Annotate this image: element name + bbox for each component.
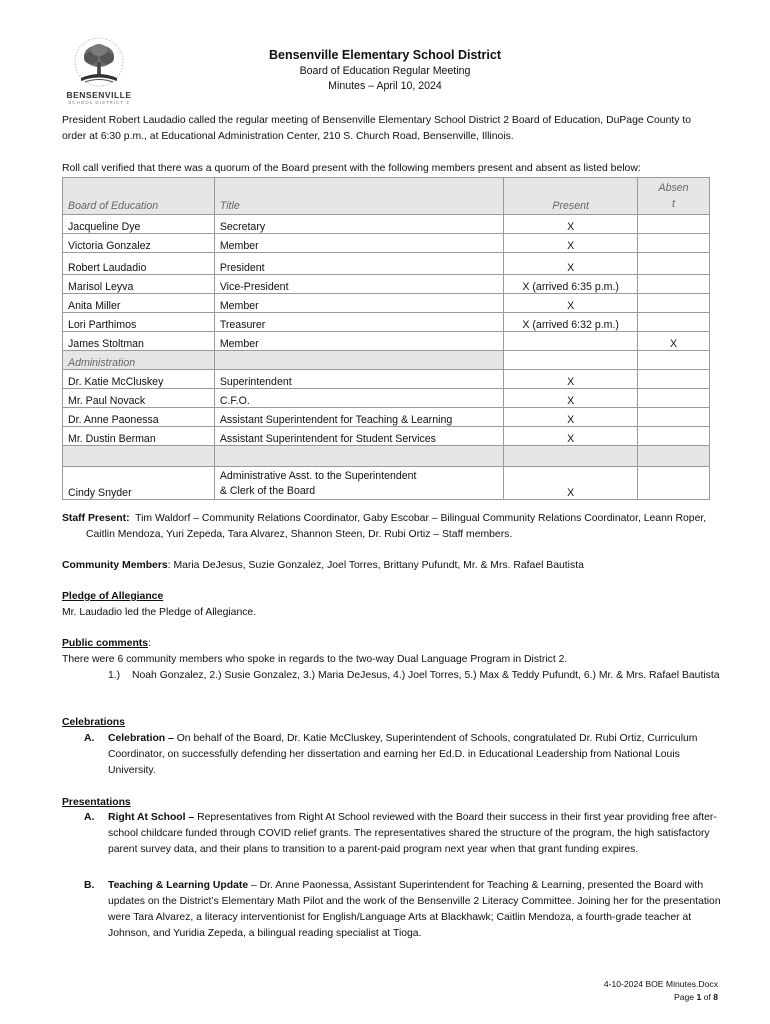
administration-header-row	[63, 351, 710, 370]
attendance-table	[62, 177, 710, 500]
presentation-title: Right At School –	[108, 812, 195, 823]
member-name: Marisol Leyva	[63, 275, 215, 294]
member-present: X	[504, 215, 638, 234]
member-name: Anita Miller	[63, 294, 215, 313]
list-marker: A.	[84, 812, 95, 823]
logo-name: BENSENVILLE	[66, 90, 132, 100]
district-title: Bensenville Elementary School District	[268, 48, 502, 62]
table-row	[63, 389, 710, 408]
admin-title: Superintendent	[214, 370, 503, 389]
admin-absent	[638, 389, 710, 408]
list-marker: 1.)	[108, 670, 121, 681]
celebrations-heading-block	[62, 715, 712, 731]
footer-page-word: Page	[674, 992, 697, 1002]
member-present: X (arrived 6:32 p.m.)	[504, 313, 638, 332]
page-footer	[604, 978, 718, 1004]
presentation-item	[84, 810, 726, 858]
roll-call-text: Roll call verified that there was a quorum of the Board present with the following members present and absent as listed below:	[62, 163, 641, 174]
admin-name: Mr. Paul Novack	[63, 389, 215, 408]
admin-name: Dr. Anne Paonessa	[63, 408, 215, 427]
admin-present: X	[504, 370, 638, 389]
tree-seal-icon	[69, 36, 129, 92]
member-name: Lori Parthimos	[63, 313, 215, 332]
celebrations-item	[84, 731, 726, 779]
minutes-date: Minutes – April 10, 2024	[328, 80, 442, 92]
member-title: Member	[214, 294, 503, 313]
clerk-title	[214, 467, 503, 500]
member-absent	[638, 313, 710, 332]
public-heading-colon: :	[148, 638, 151, 649]
table-row	[63, 370, 710, 389]
member-title: Secretary	[214, 215, 503, 234]
table-row	[63, 408, 710, 427]
footer-total: 8	[713, 992, 718, 1002]
community-label: Community Members	[62, 560, 168, 571]
admin-title: Assistant Superintendent for Teaching & Learning	[214, 408, 503, 427]
clerk-absent	[638, 467, 710, 500]
presentation-title: Teaching & Learning Update	[108, 880, 249, 891]
intro-paragraph: President Robert Laudadio called the regular meeting of Bensenville Elementary School District 2 Board of Education, DuPage County to order at 6:30 p.m., at Educational Administration Center, 210 S. Church Road, Bensenville, Illinois.	[62, 115, 691, 142]
pledge-section	[62, 589, 712, 621]
member-absent	[638, 215, 710, 234]
header-absent-part2: t	[672, 198, 675, 210]
presentation-text: Representatives from Right At School reviewed with the Board their success in their first year providing free after-school childcare funded through COVID relief grants. The representatives shared the structure of the program, the high satisfactory parent survey data, and their plans to transition to a parent-paid program next year when that grant funding expires.	[108, 812, 717, 855]
presentations-heading: Presentations	[62, 797, 131, 808]
celebration-title: Celebration –	[108, 733, 174, 744]
member-name: Robert Laudadio	[63, 253, 215, 275]
member-present: X (arrived 6:35 p.m.)	[504, 275, 638, 294]
blank-row	[63, 446, 710, 467]
footer-filename: 4-10-2024 BOE Minutes.Docx	[603, 979, 718, 989]
public-text: There were 6 community members who spoke in regards to the two-way Dual Language Program in District 2.	[62, 654, 568, 665]
footer-page-number	[604, 991, 718, 1004]
admin-absent	[638, 408, 710, 427]
administration-label: Administration	[63, 351, 215, 370]
meeting-title: Board of Education Regular Meeting	[299, 65, 471, 77]
member-title: Treasurer	[214, 313, 503, 332]
header-present: Present	[504, 178, 638, 215]
table-row	[63, 234, 710, 253]
clerk-title-line1: Administrative Asst. to the Superintendent	[219, 470, 417, 482]
public-speakers-list	[108, 668, 728, 684]
member-title: Member	[214, 234, 503, 253]
clerk-present: X	[504, 467, 638, 500]
header-absent-part1: Absen	[658, 182, 689, 194]
public-comments-section	[62, 636, 712, 668]
member-absent: X	[638, 332, 710, 351]
member-title: President	[214, 253, 503, 275]
header-title: Title	[214, 178, 503, 215]
admin-title: C.F.O.	[214, 389, 503, 408]
list-marker: A.	[84, 733, 95, 744]
community-members	[62, 558, 712, 574]
header-absent	[638, 178, 710, 215]
member-present: X	[504, 234, 638, 253]
staff-label: Staff Present:	[62, 513, 130, 524]
table-row	[63, 215, 710, 234]
presentation-item	[84, 878, 726, 942]
member-name: Jacqueline Dye	[63, 215, 215, 234]
table-row	[63, 427, 710, 446]
footer-of-word: of	[701, 992, 714, 1002]
footer-page: 1	[696, 992, 702, 1002]
pledge-heading: Pledge of Allegiance	[62, 591, 164, 602]
logo-subtitle: SCHOOL DISTRICT 2	[68, 100, 130, 105]
table-row	[63, 332, 710, 351]
member-absent	[638, 253, 710, 275]
document-header	[160, 48, 610, 92]
staff-text: Tim Waldorf – Community Relations Coordinator, Gaby Escobar – Bilingual Community Relations Coordinator, Leann Roper, Caitlin Mendoza, Yuri Zepeda, Tara Alvarez, Shannon Steen, Dr. Rubi Ortiz – Staff members.	[86, 513, 707, 540]
public-heading: Public comments	[62, 638, 149, 649]
district-logo	[62, 36, 136, 108]
header-board: Board of Education	[63, 178, 215, 215]
admin-present: X	[504, 427, 638, 446]
table-row	[63, 253, 710, 275]
admin-name: Dr. Katie McCluskey	[63, 370, 215, 389]
member-title: Member	[214, 332, 503, 351]
member-absent	[638, 294, 710, 313]
clerk-title-line2: & Clerk of the Board	[219, 485, 316, 497]
presentations-heading-block	[62, 795, 712, 811]
admin-present: X	[504, 408, 638, 427]
table-row	[63, 467, 710, 500]
member-absent	[638, 275, 710, 294]
table-row	[63, 275, 710, 294]
admin-present: X	[504, 389, 638, 408]
table-row	[63, 294, 710, 313]
celebration-text: On behalf of the Board, Dr. Katie McCluskey, Superintendent of Schools, congratulated Dr. Rubi Ortiz, Curriculum Coordinator, on successfully defending her dissertation and earning her Ed.D. in Educational Leadership from National Louis University.	[108, 733, 698, 776]
public-speakers-text: Noah Gonzalez, 2.) Susie Gonzalez, 3.) Maria DeJesus, 4.) Joel Torres, 5.) Max & Teddy Pufundt, 6.) Mr. & Mrs. Rafael Bautista	[132, 670, 720, 681]
staff-present	[62, 511, 712, 543]
member-present: X	[504, 253, 638, 275]
table-row	[63, 313, 710, 332]
list-marker: B.	[84, 880, 95, 891]
member-absent	[638, 234, 710, 253]
member-title: Vice-President	[214, 275, 503, 294]
clerk-name: Cindy Snyder	[63, 467, 215, 500]
admin-name: Mr. Dustin Berman	[63, 427, 215, 446]
admin-absent	[638, 370, 710, 389]
member-present: X	[504, 294, 638, 313]
member-name: James Stoltman	[63, 332, 215, 351]
admin-absent	[638, 427, 710, 446]
celebrations-heading: Celebrations	[62, 717, 125, 728]
member-present	[504, 332, 638, 351]
admin-title: Assistant Superintendent for Student Services	[214, 427, 503, 446]
community-text: : Maria DeJesus, Suzie Gonzalez, Joel Torres, Brittany Pufundt, Mr. & Mrs. Rafael Bautista	[167, 560, 584, 571]
table-header-row	[63, 178, 710, 215]
member-name: Victoria Gonzalez	[63, 234, 215, 253]
pledge-text: Mr. Laudadio led the Pledge of Allegiance.	[62, 607, 257, 618]
presentation-text: – Dr. Anne Paonessa, Assistant Superintendent for Teaching & Learning, presented the Board with updates on the District’s Elementary Math Pilot and the work of the Bensenville 2 Literacy Committee. Joining her for the presentation were Tara Alvarez, a literacy interventionist for English/Language Arts at Blackhawk; Caitlin Mendoza, a fourth-grade teacher at Johnson, and Yuridia Zepeda, a bilingual reading specialist at Tioga.	[108, 880, 721, 939]
